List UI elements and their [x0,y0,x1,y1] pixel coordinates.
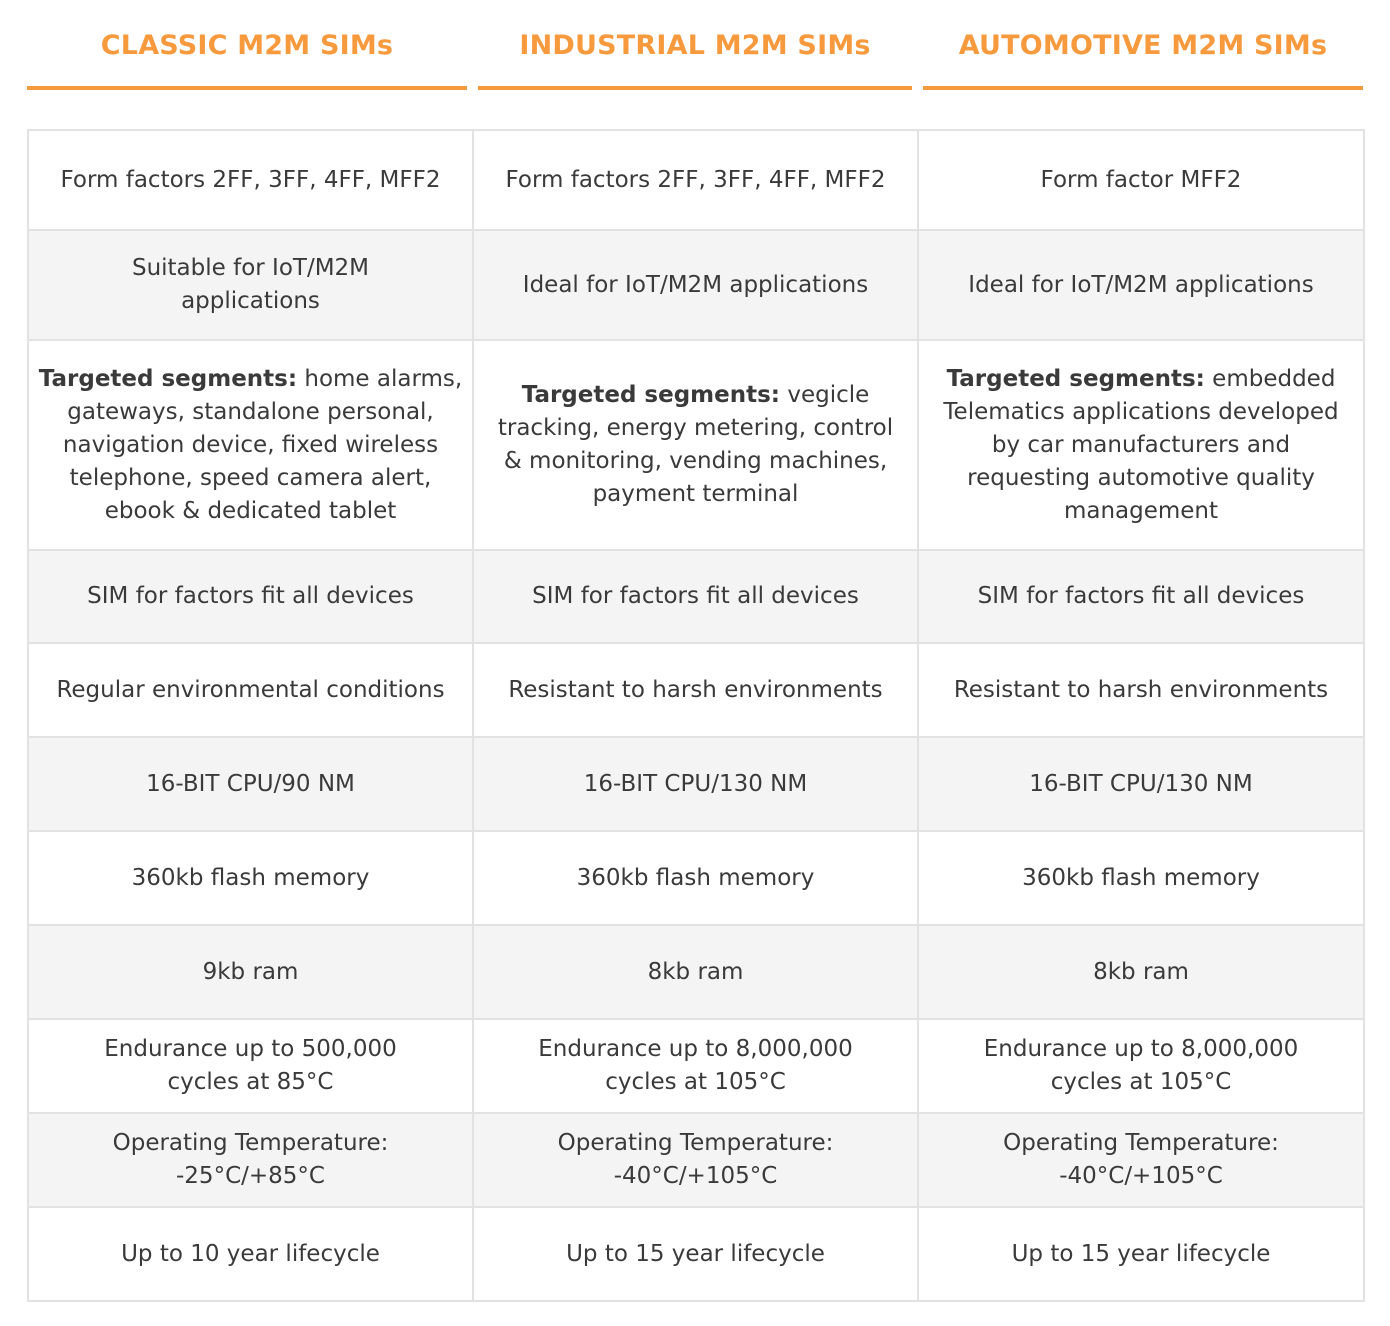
automotive-device-fit-cell: SIM for factors fit all devices [918,550,1364,643]
table-row-flash-memory [28,831,1364,925]
table-row-ram [28,925,1364,1019]
automotive-environment-cell: Resistant to harsh environments [918,643,1364,737]
table-row-device-fit [28,550,1364,643]
sim-comparison-table [27,129,1365,1302]
table-row-form-factor [28,130,1364,230]
table-row-environment [28,643,1364,737]
industrial-header-title: INDUSTRIAL M2M SIMs [519,30,871,61]
classic-segments-cell [28,340,473,550]
table-row-cpu [28,737,1364,831]
industrial-form-factor-cell: Form factors 2FF, 3FF, 4FF, MFF2 [473,130,918,230]
industrial-segments-text: vegicle tracking, energy metering, control & monitoring, vending machines, payment terminal [497,382,894,507]
industrial-temperature-cell: Operating Temperature: -40°C/+105°C [473,1113,918,1207]
automotive-ram-cell: 8kb ram [918,925,1364,1019]
classic-cpu-cell: 16-BIT CPU/90 NM [28,737,473,831]
automotive-segments-cell [918,340,1364,550]
classic-device-fit-cell: SIM for factors fit all devices [28,550,473,643]
automotive-segments-text: embedded Telematics applications developed by car manufacturers and requesting automotive quality management [943,365,1339,524]
automotive-flash-cell: 360kb flash memory [918,831,1364,925]
classic-header-underline [27,86,467,90]
automotive-column-header [923,0,1363,92]
table-row-targeted-segments [28,340,1364,550]
table-row-lifecycle [28,1207,1364,1301]
classic-ram-cell: 9kb ram [28,925,473,1019]
classic-column-header [27,0,467,92]
segments-label: Targeted segments: [38,365,298,392]
industrial-cpu-cell: 16-BIT CPU/130 NM [473,737,918,831]
table-row-endurance [28,1019,1364,1113]
classic-temperature-cell: Operating Temperature: -25°C/+85°C [28,1113,473,1207]
automotive-header-title: AUTOMOTIVE M2M SIMs [958,30,1328,61]
automotive-cpu-cell: 16-BIT CPU/130 NM [918,737,1364,831]
table-row-suitability [28,230,1364,340]
industrial-segments-cell [473,340,918,550]
automotive-form-factor-cell: Form factor MFF2 [918,130,1364,230]
industrial-flash-cell: 360kb flash memory [473,831,918,925]
column-headers [27,0,1363,92]
industrial-column-header [478,0,912,92]
automotive-header-underline [923,86,1363,90]
automotive-lifecycle-cell: Up to 15 year lifecycle [918,1207,1364,1301]
table-row-operating-temperature [28,1113,1364,1207]
industrial-endurance-cell: Endurance up to 8,000,000 cycles at 105°C [473,1019,918,1113]
automotive-endurance-cell: Endurance up to 8,000,000 cycles at 105°C [918,1019,1364,1113]
industrial-ram-cell: 8kb ram [473,925,918,1019]
classic-flash-cell: 360kb flash memory [28,831,473,925]
industrial-suitability-cell: Ideal for IoT/M2M applications [473,230,918,340]
industrial-lifecycle-cell: Up to 15 year lifecycle [473,1207,918,1301]
automotive-temperature-cell: Operating Temperature: -40°C/+105°C [918,1113,1364,1207]
classic-environment-cell: Regular environmental conditions [28,643,473,737]
classic-endurance-cell: Endurance up to 500,000 cycles at 85°C [28,1019,473,1113]
industrial-environment-cell: Resistant to harsh environments [473,643,918,737]
segments-label: Targeted segments: [521,382,781,408]
classic-form-factor-cell: Form factors 2FF, 3FF, 4FF, MFF2 [28,130,473,230]
classic-suitability-cell: Suitable for IoT/M2M applications [28,230,473,340]
classic-segments-text: home alarms, gateways, standalone personal, navigation device, fixed wireless telephone, speed camera alert, ebook & dedicated tablet [62,365,463,524]
industrial-device-fit-cell: SIM for factors fit all devices [473,550,918,643]
automotive-suitability-cell: Ideal for IoT/M2M applications [918,230,1364,340]
classic-header-title: CLASSIC M2M SIMs [100,30,394,61]
segments-label: Targeted segments: [946,365,1205,392]
classic-lifecycle-cell: Up to 10 year lifecycle [28,1207,473,1301]
industrial-header-underline [478,86,912,90]
